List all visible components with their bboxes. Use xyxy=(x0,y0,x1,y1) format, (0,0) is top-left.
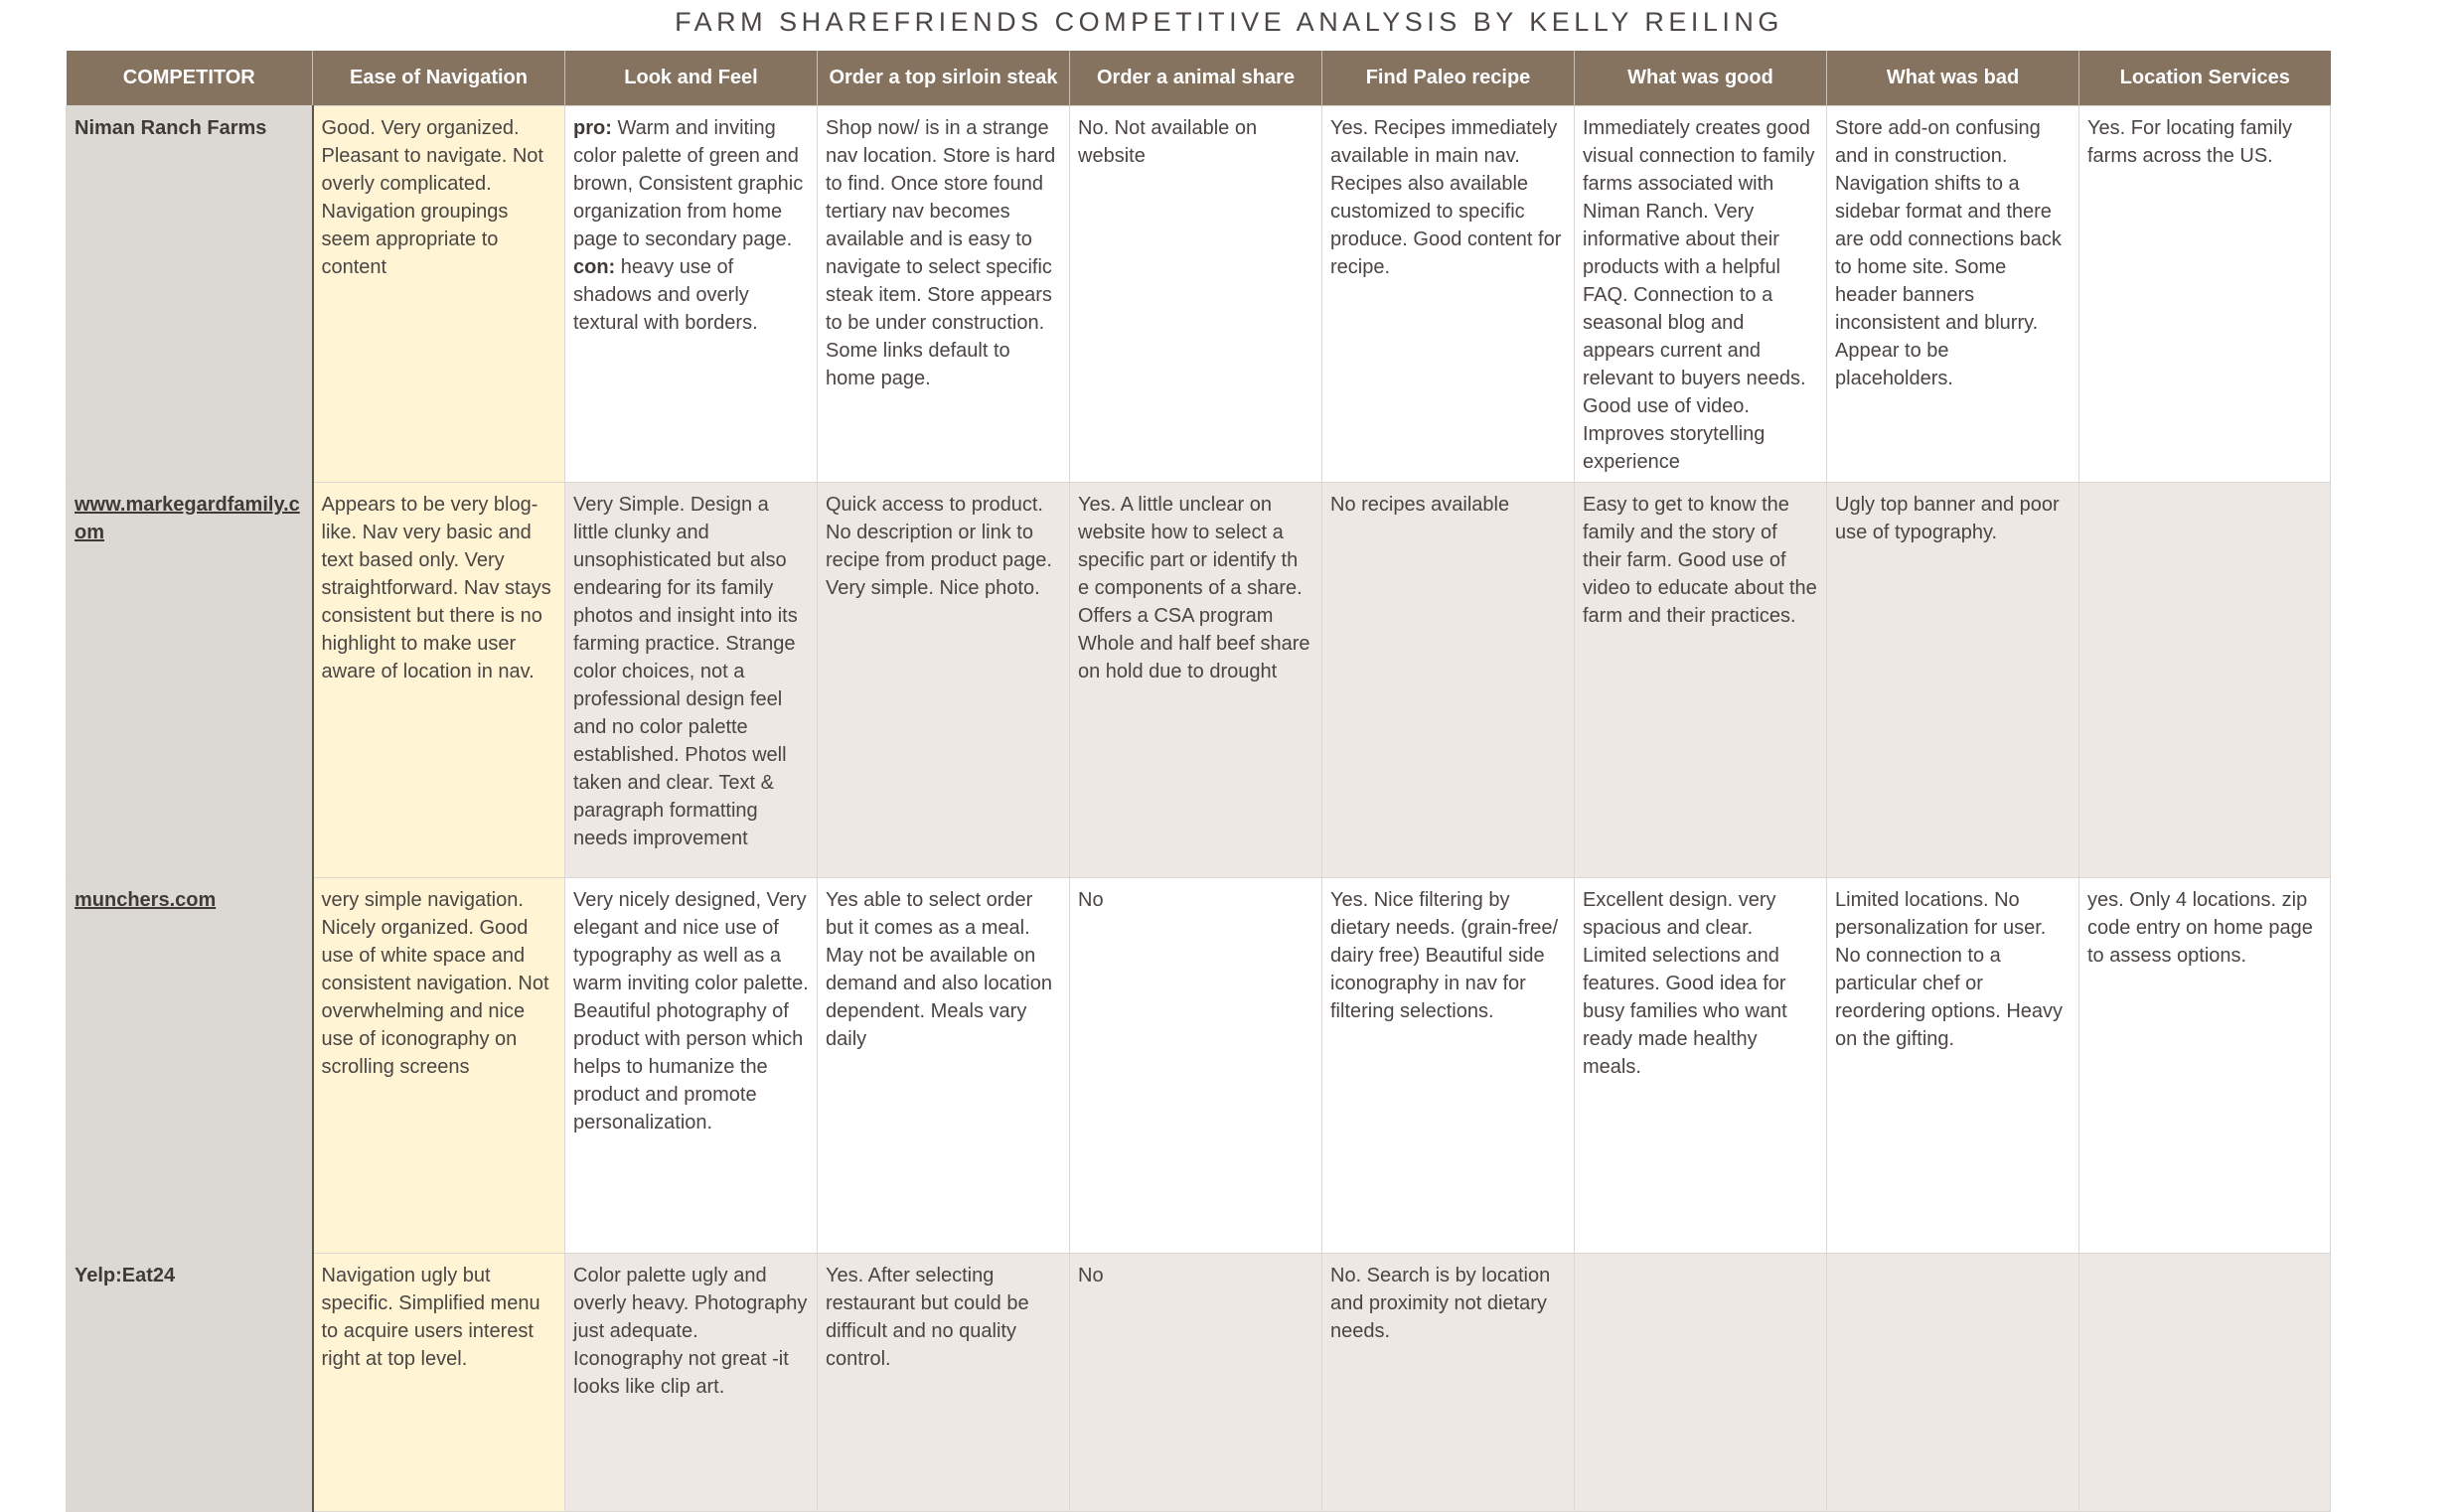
good-cell: Immediately creates good visual connection to family farms associated with Niman Ranch. Very informative about their products with a helpful FAQ. Connection to a seasonal blog and appears current and relevant to buyers needs. Good use of video. Improves storytelling experience xyxy=(1575,106,1827,483)
animal-share-cell: No xyxy=(1070,1254,1322,1512)
animal-share-cell: No xyxy=(1070,878,1322,1254)
location-cell xyxy=(2079,1254,2331,1512)
bad-cell: Ugly top banner and poor use of typography. xyxy=(1827,483,2079,878)
paleo-cell: Yes. Nice filtering by dietary needs. (grain-free/ dairy free) Beautiful side iconography in nav for filtering selections. xyxy=(1322,878,1575,1254)
location-cell: Yes. For locating family farms across the US. xyxy=(2079,106,2331,483)
table-row xyxy=(67,878,2331,1254)
column-header-paleo: Find Paleo recipe xyxy=(1322,51,1575,106)
location-cell: yes. Only 4 locations. zip code entry on home page to assess options. xyxy=(2079,878,2331,1254)
table-row xyxy=(67,106,2331,483)
competitor-link[interactable]: munchers.com xyxy=(67,878,313,1254)
competitive-analysis-table xyxy=(66,51,2331,1512)
navigation-cell: Navigation ugly but specific. Simplified menu to acquire users interest right at top level. xyxy=(313,1254,565,1512)
good-cell xyxy=(1575,1254,1827,1512)
pro-label: pro: xyxy=(573,117,612,139)
navigation-cell: Good. Very organized. Pleasant to navigate. Not overly complicated. Navigation groupings seem appropriate to content xyxy=(313,106,565,483)
look-and-feel-cell xyxy=(565,106,818,483)
animal-share-cell: Yes. A little unclear on website how to select a specific part or identify th e components of a share. Offers a CSA program Whole and half beef share on hold due to drought xyxy=(1070,483,1322,878)
con-label: con: xyxy=(573,256,616,278)
paleo-cell: No. Search is by location and proximity not dietary needs. xyxy=(1322,1254,1575,1512)
column-header-location: Location Services xyxy=(2079,51,2331,106)
paleo-cell: Yes. Recipes immediately available in main nav. Recipes also available customized to specific produce. Good content for recipe. xyxy=(1322,106,1575,483)
sirloin-cell: Quick access to product. No description or link to recipe from product page. Very simple. Nice photo. xyxy=(818,483,1070,878)
pro-text: Warm and inviting color palette of green and brown, Consistent graphic organization from home page to secondary page. xyxy=(573,117,804,250)
sirloin-cell: Yes able to select order but it comes as a meal. May not be available on demand and also location dependent. Meals vary daily xyxy=(818,878,1070,1254)
location-cell xyxy=(2079,483,2331,878)
good-cell: Easy to get to know the family and the story of their farm. Good use of video to educate about the farm and their practices. xyxy=(1575,483,1827,878)
column-header-sirloin: Order a top sirloin steak xyxy=(818,51,1070,106)
navigation-cell: Appears to be very blog-like. Nav very basic and text based only. Very straightforward. Nav stays consistent but there is no highlight to make user aware of location in nav. xyxy=(313,483,565,878)
table-row xyxy=(67,483,2331,878)
look-and-feel-cell: Very nicely designed, Very elegant and nice use of typography as well as a warm inviting color palette. Beautiful photography of product with person which helps to humanize the product and promote personalization. xyxy=(565,878,818,1254)
competitor-name: Yelp:Eat24 xyxy=(67,1254,313,1512)
column-header-navigation: Ease of Navigation xyxy=(313,51,565,106)
table-row xyxy=(67,1254,2331,1512)
bad-cell xyxy=(1827,1254,2079,1512)
column-header-competitor: COMPETITOR xyxy=(67,51,313,106)
sirloin-cell: Yes. After selecting restaurant but could be difficult and no quality control. xyxy=(818,1254,1070,1512)
bad-cell: Limited locations. No personalization for user. No connection to a particular chef or reordering options. Heavy on the gifting. xyxy=(1827,878,2079,1254)
column-header-look-and-feel: Look and Feel xyxy=(565,51,818,106)
sirloin-cell: Shop now/ is in a strange nav location. Store is hard to find. Once store found tertiary nav becomes available and is easy to navigate to select specific steak item. Store appears to be under construction. Some links default to home page. xyxy=(818,106,1070,483)
con-text: heavy use of shadows and overly textural with borders. xyxy=(573,256,758,334)
paleo-cell: No recipes available xyxy=(1322,483,1575,878)
navigation-cell: very simple navigation. Nicely organized. Good use of white space and consistent navigation. Not overwhelming and nice use of iconography on scrolling screens xyxy=(313,878,565,1254)
competitor-link[interactable]: www.markegardfamily.com xyxy=(67,483,313,878)
column-header-bad: What was bad xyxy=(1827,51,2079,106)
look-and-feel-cell: Color palette ugly and overly heavy. Photography just adequate. Iconography not great -it looks like clip art. xyxy=(565,1254,818,1512)
header-row xyxy=(67,51,2331,106)
bad-cell: Store add-on confusing and in construction. Navigation shifts to a sidebar format and there are odd connections back to home site. Some header banners inconsistent and blurry. Appear to be placeholders. xyxy=(1827,106,2079,483)
document-title: FARM SHAREFRIENDS COMPETITIVE ANALYSIS BY KELLY REILING xyxy=(675,7,1783,37)
competitor-name: Niman Ranch Farms xyxy=(67,106,313,483)
column-header-good: What was good xyxy=(1575,51,1827,106)
animal-share-cell: No. Not available on website xyxy=(1070,106,1322,483)
column-header-animal-share: Order a animal share xyxy=(1070,51,1322,106)
good-cell: Excellent design. very spacious and clear. Limited selections and features. Good idea for busy families who want ready made healthy meals. xyxy=(1575,878,1827,1254)
look-and-feel-cell: Very Simple. Design a little clunky and unsophisticated but also endearing for its family photos and insight into its farming practice. Strange color choices, not a professional design feel and no color palette established. Photos well taken and clear. Text & paragraph formatting needs improvement xyxy=(565,483,818,878)
